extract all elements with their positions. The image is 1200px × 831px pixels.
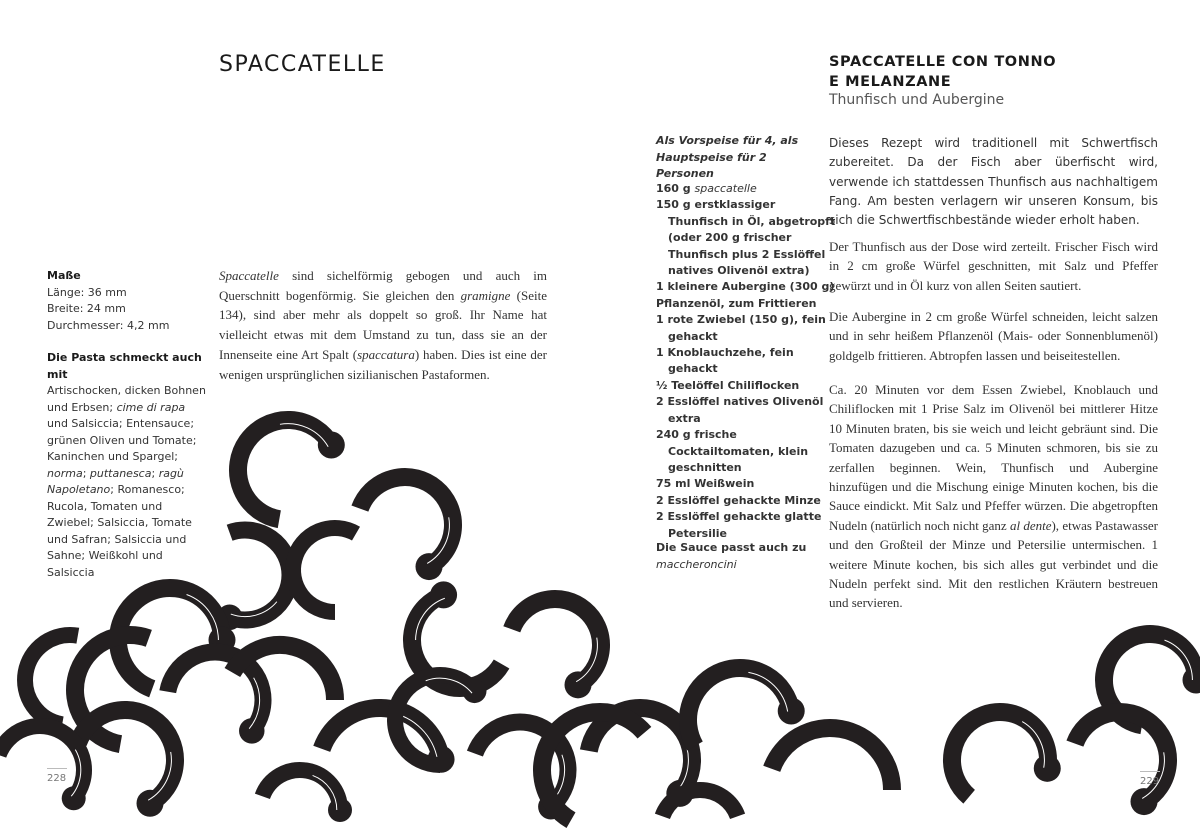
dimension-width: Breite: 24 mm bbox=[47, 302, 126, 315]
pasta-intro-text bbox=[219, 266, 547, 384]
recipe-paragraph-4-run: ), etwas Pastawasser und den Großteil der Minze und Petersilie untermischen. 1 weitere Minute kochen, bis sich alles gut verbindet und die Nudeln perfekt sind. Mit den restlichen Kräutern bestreuen und servieren. bbox=[829, 517, 1158, 611]
pasta-title: SPACCATELLE bbox=[219, 52, 386, 77]
pairing-text-run: ; bbox=[82, 466, 90, 480]
ingredient-item: 2 Esslöffel natives Olivenöl extra bbox=[656, 395, 824, 425]
intro-text-run: Spaccatelle bbox=[219, 268, 279, 283]
ingredient-item: 1 kleinere Aubergine (300 g) bbox=[656, 280, 835, 294]
dimension-length: Länge: 36 mm bbox=[47, 285, 127, 299]
ingredient-item: 2 Esslöffel gehackte Minze bbox=[656, 493, 821, 507]
ingredient-item: 2 Esslöffel gehackte glatte Petersilie bbox=[656, 510, 822, 540]
pairing-text-run: puttanesca bbox=[89, 466, 152, 480]
sauce-note-pasta: maccheroncini bbox=[656, 557, 737, 571]
page-number-right: 229 bbox=[1140, 776, 1160, 787]
ingredient-item: 1 Knoblauchzehe, fein gehackt bbox=[656, 346, 794, 376]
pasta-facts bbox=[47, 268, 207, 581]
intro-text-run: spaccatura bbox=[357, 346, 415, 362]
intro-text-run: (Seite 134), sind aber mehr als doppelt so groß. Ihr Name hat vielleicht etwas mit dem Umstand zu tun, dass sie an der Innenseite eine Art Spalt ( bbox=[219, 287, 547, 362]
pairing-text-run: norma bbox=[47, 466, 83, 480]
page-number-left: 228 bbox=[47, 773, 67, 784]
ingredient-item: 75 ml Weißwein bbox=[656, 477, 755, 491]
recipe-title-line1: SPACCATELLE CON TONNO bbox=[829, 54, 1057, 70]
sauce-note-text: Die Sauce passt auch zu bbox=[656, 541, 807, 554]
right-page bbox=[600, 0, 1200, 831]
ingredient-item: Pflanzenöl, zum Frittieren bbox=[656, 296, 817, 310]
pairing-text-run: cime di rapa bbox=[116, 400, 186, 414]
recipe-title bbox=[829, 52, 1056, 92]
ingredient-item: 160 g spaccatelle bbox=[656, 182, 757, 195]
dimension-diameter: Durchmesser: 4,2 mm bbox=[47, 318, 170, 332]
ingredient-item: 1 rote Zwiebel (150 g), fein gehackt bbox=[656, 313, 826, 343]
pairing-text-run: ; bbox=[151, 466, 159, 480]
recipe-paragraph-2: Der Thunfisch aus der Dose wird zerteilt. Frischer Fisch wird in 2 cm große Würfel geschnitten, mit Salz und Pfeffer gewürzt und in Öl kurz von allen Seiten sautiert. bbox=[829, 239, 1158, 293]
pairing-text bbox=[47, 383, 207, 581]
pairing-text-run: Artischocken, dicken Bohnen und Erbsen; bbox=[47, 384, 206, 414]
ingredient-item: 150 g erstklassiger Thunfisch in Öl, abgetropft (oder 200 g frischer Thunfisch plus 2 Esslöffel natives Olivenöl extra) bbox=[656, 198, 836, 278]
dimensions-heading: Maße bbox=[47, 269, 81, 282]
intro-text-run: ) haben. Dies ist eine der wenigen ursprünglichen sizilianischen Pastaformen. bbox=[219, 346, 547, 382]
sauce-note bbox=[656, 540, 826, 573]
recipe-paragraph-4 bbox=[829, 380, 1158, 613]
servings-line1: Als Vorspeise für 4, als bbox=[656, 134, 799, 147]
ingredients-list bbox=[656, 181, 836, 542]
pairing-text-run: und Salsiccia; Entensauce; grünen Oliven und Tomate; Kaninchen und Spargel; bbox=[47, 417, 197, 463]
recipe-paragraph-4-run: al dente bbox=[1009, 517, 1052, 533]
intro-text-run: gramigne bbox=[460, 287, 511, 303]
servings-line2: Hauptspeise für 2 Personen bbox=[656, 150, 767, 180]
intro-text-run: sind sichelförmig gebogen und auch im Querschnitt bogenförmig. Sie gleichen den bbox=[219, 268, 547, 303]
ingredient-item: ½ Teelöffel Chiliflocken bbox=[656, 378, 800, 392]
recipe-subtitle: Thunfisch und Aubergine bbox=[829, 92, 1005, 108]
recipe-paragraph-3: Die Aubergine in 2 cm große Würfel schneiden, leicht salzen und in sehr heißem Pflanzenöl (Mais- oder Sonnenblumenöl) goldgelb frittieren. Abtropfen lassen und beiseitestellen. bbox=[829, 309, 1158, 363]
recipe-paragraph-1: Dieses Rezept wird traditionell mit Schwertfisch zubereitet. Da der Fisch aber überfischt wird, verwende ich stattdessen Thunfisch aus nachhaltigem Fang. Am besten verlagern wir unseren Konsum, bis sich die Schwertfischbestände wieder erholt haben. bbox=[829, 136, 1158, 228]
recipe-title-line2: E MELANZANE bbox=[829, 74, 952, 90]
pairing-text-run: ragù Napoletano bbox=[47, 466, 184, 496]
pairing-heading: Die Pasta schmeckt auch mit bbox=[47, 351, 202, 381]
ingredient-item: 240 g frische Cocktailtomaten, klein geschnitten bbox=[656, 428, 809, 474]
servings-note bbox=[656, 133, 826, 183]
pairing-text-run: ; Romanesco; Rucola, Tomaten und Zwiebel; Salsiccia, Tomate und Safran; Salsiccia und Sahne; Weißkohl und Salsiccia bbox=[47, 483, 192, 579]
recipe-paragraph-4-run: Ca. 20 Minuten vor dem Essen Zwiebel, Knoblauch und Chiliflocken mit 1 Prise Salz im Olivenöl bei mittlerer Hitze 10 Minuten braten, bis sie weich und leicht gebräunt sind. Die Tomaten dazugeben und ca. 5 Minuten schmoren, bis sie zu zerfallen beginnen. Wein, Thunfisch und Aubergine hinzufügen und die Mischung einige Minuten kochen, bis die Sauce eindickt. Mit Salz und Pfeffer würzen. Die abgetropften Nudeln (natürlich noch nicht ganz bbox=[829, 382, 1158, 533]
